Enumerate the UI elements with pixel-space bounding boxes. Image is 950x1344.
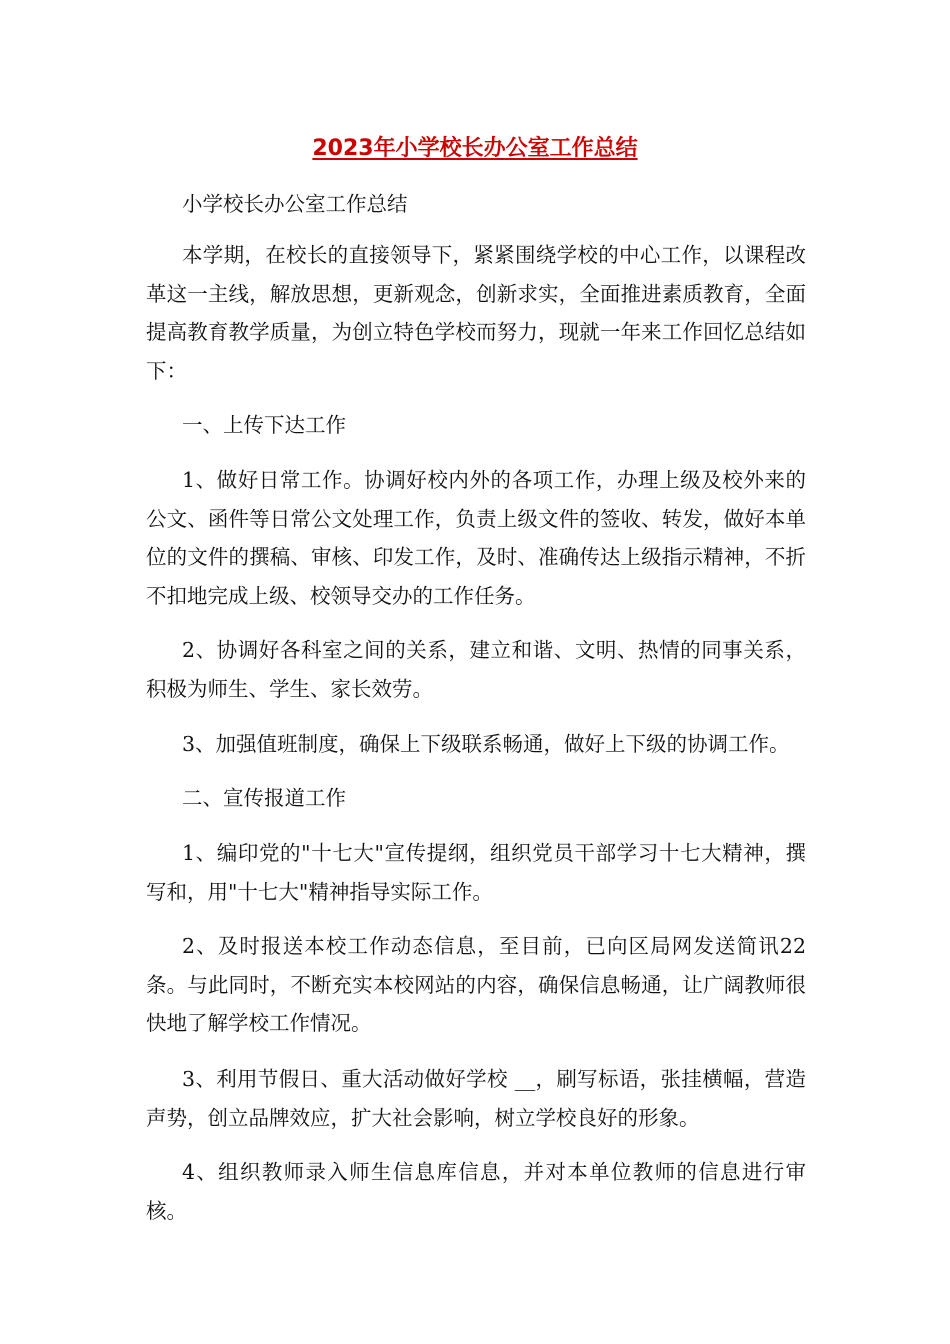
paragraph-1-1: 1、做好日常工作。协调好校内外的各项工作，办理上级及校外来的公文、函件等日常公文处理工作，负责上级文件的签收、转发，做好本单位的文件的撰稿、审核、印发工作，及时、准确传达上级指示精神，不折不扣地完成上级、校领导交办的工作任务。 bbox=[146, 468, 806, 608]
paragraph-1-3: 3、加强值班制度，确保上下级联系畅通，做好上下级的协调工作。 bbox=[182, 732, 790, 756]
paragraph-subtitle: 小学校长办公室工作总结 bbox=[182, 192, 408, 216]
paragraph-2-3: 3、利用节假日、重大活动做好学校 __，刷写标语，张挂横幅，营造声势，创立品牌效应，扩大社会影响，树立学校良好的形象。 bbox=[146, 1067, 806, 1130]
section-heading-1: 一、上传下达工作 bbox=[182, 413, 346, 437]
paragraph-2-4: 4、组织教师录入师生信息库信息，并对本单位教师的信息进行审核。 bbox=[146, 1160, 806, 1223]
paragraph-1-2: 2、协调好各科室之间的关系，建立和谐、文明、热情的同事关系，积极为师生、学生、家长效劳。 bbox=[146, 638, 806, 701]
paragraph-intro: 本学期，在校长的直接领导下，紧紧围绕学校的中心工作，以课程改革这一主线，解放思想，更新观念，创新求实，全面推进素质教育，全面提高教育教学质量，为创立特色学校而努力，现就一年来工作回忆总结如下： bbox=[146, 243, 806, 383]
document-title: 2023年小学校长办公室工作总结 bbox=[312, 136, 638, 161]
section-heading-2: 二、宣传报道工作 bbox=[182, 786, 346, 810]
paragraph-2-1: 1、编印党的"十七大"宣传提纲，组织党员干部学习十七大精神，撰写和，用"十七大"精神指导实际工作。 bbox=[146, 841, 806, 904]
paragraph-2-2: 2、及时报送本校工作动态信息，至目前，已向区局网发送简讯22条。与此同时，不断充实本校网站的内容，确保信息畅通，让广阔教师很快地了解学校工作情况。 bbox=[146, 934, 806, 1035]
